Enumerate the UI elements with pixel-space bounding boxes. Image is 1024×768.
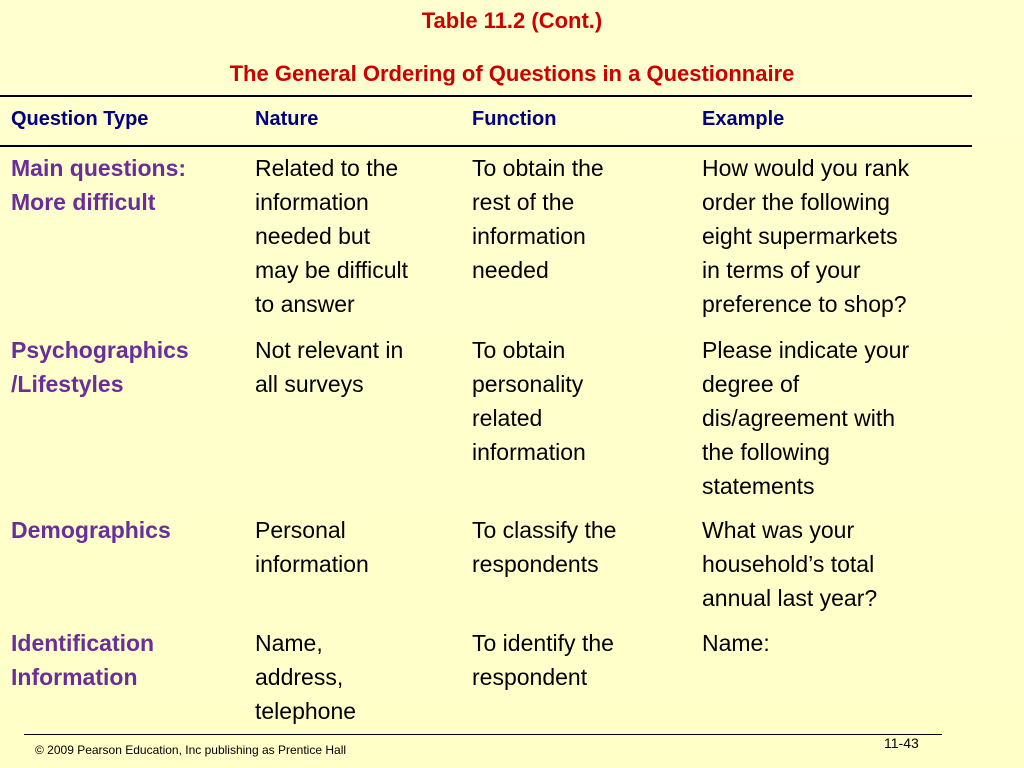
row-example: Please indicate your degree of dis/agreement with the following statements <box>702 337 910 499</box>
row-example: How would you rank order the following eight supermarkets in terms of your preference to shop? <box>702 155 910 317</box>
table-top-rule <box>0 95 972 97</box>
row-question-type: Main questions: More difficult <box>11 155 187 215</box>
row-function: To obtain the rest of the information needed <box>472 155 604 283</box>
row-function: To obtain personality related information <box>472 337 586 465</box>
row-nature: Name, address, telephone <box>255 630 357 724</box>
row-example: Name: <box>702 630 770 656</box>
row-nature: Not relevant in all surveys <box>255 337 404 397</box>
row-question-type: Identification Information <box>11 630 155 690</box>
header-question-type: Question Type <box>11 108 149 130</box>
row-function: To classify the respondents <box>472 517 617 577</box>
page-number: 11-43 <box>884 735 919 751</box>
header-function: Function <box>472 108 557 130</box>
row-question-type: Demographics <box>11 517 171 543</box>
row-nature: Related to the information needed but may be difficult to answer <box>255 155 408 317</box>
table-header-rule <box>0 145 972 147</box>
row-nature: Personal information <box>255 517 369 577</box>
row-example: What was your household’s total annual last year? <box>702 517 878 611</box>
header-nature: Nature <box>255 108 319 130</box>
copyright-notice: © 2009 Pearson Education, Inc publishing as Prentice Hall <box>35 743 347 757</box>
header-example: Example <box>702 108 785 130</box>
slide-title: Table 11.2 (Cont.) <box>421 8 603 33</box>
footer-rule <box>24 734 942 735</box>
row-question-type: Psychographics /Lifestyles <box>11 337 189 397</box>
row-function: To identify the respondent <box>472 630 614 690</box>
table-subtitle: The General Ordering of Questions in a Questionnaire <box>229 61 795 86</box>
